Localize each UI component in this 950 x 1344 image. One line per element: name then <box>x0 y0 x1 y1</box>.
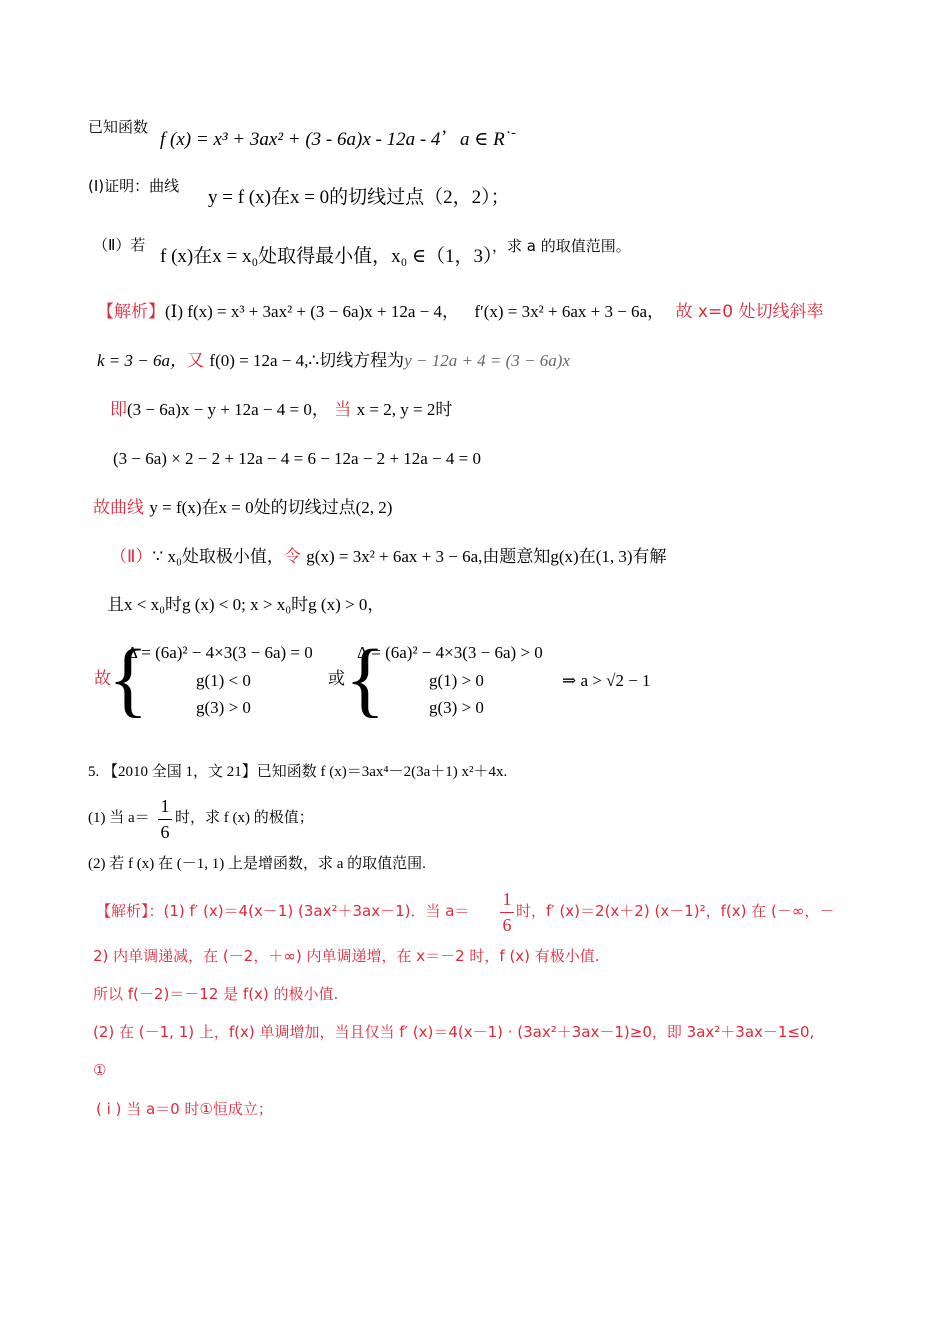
problem5-part1-a: (1) 当 a＝ <box>88 810 150 826</box>
system1-row2: g(1) < 0 <box>196 671 251 690</box>
problem4-part1-label: (Ⅰ)证明：曲线 <box>88 177 180 195</box>
solution5-line4: (2) 在 (－1, 1) 上，f(x) 单调增加，当且仅当 f′ (x)＝4(x－1) · (3ax²＋3ax－1)≥0，即 3ax²＋3ax－1≤0, <box>93 1023 815 1041</box>
problem5-part2: (2) 若 f (x) 在 (－1, 1) 上是增函数，求 a 的取值范围. <box>88 856 426 872</box>
solution4-line7: 且x < x₀时g (x) < 0; x > x₀时g (x) > 0， <box>107 595 385 614</box>
solution4-line5: 故曲线 y = f(x)在x = 0处的切线过点(2, 2) <box>93 498 393 518</box>
problem4-part2-label: （Ⅱ）若 <box>93 236 146 254</box>
problem4-intro-formula: f (x) = x³ + 3ax² + (3 - 6a)x - 12a - 4 <box>160 129 441 150</box>
problem5-fraction <box>158 796 172 843</box>
left-brace-2: { <box>345 633 386 726</box>
solution5-line6: ( i ) 当 a＝0 时①恒成立； <box>96 1100 273 1118</box>
problem5-title: 5. 【2010 全国 1，文 21】已知函数 f (x)＝3ax⁴－2(3a＋1) x²＋4x. <box>88 764 508 780</box>
problem4-intro-tail: ·- <box>506 125 516 141</box>
solution4-line2: k = 3 − 6a，又 f(0) = 12a − 4,∴切线方程为y − 12a + 4 = (3 − 6a)x <box>97 351 570 371</box>
solution5-line1-b: 时，f′ (x)＝2(x＋2) (x－1)²，f(x) 在 (－∞，－ <box>516 902 835 920</box>
solution4-or: 或 <box>328 669 345 689</box>
system2-row1: Δ = (6a)² − 4×3(3 − 6a) > 0 <box>357 643 543 662</box>
system1-row1: Δ = (6a)² − 4×3(3 − 6a) = 0 <box>127 643 313 662</box>
solution5-fraction <box>500 889 514 936</box>
solution5-line5: ① <box>93 1061 107 1079</box>
problem4-part2-formula: f (x)在x = x₀处取得最小值，x₀ ∈（1，3） <box>160 246 503 267</box>
solution5-line3: 所以 f(－2)＝－12 是 f(x) 的极小值. <box>93 985 339 1003</box>
fraction-denominator: 6 <box>502 915 512 935</box>
solution4-result: ⇒ a > √2 − 1 <box>562 671 651 690</box>
fraction-denominator: 6 <box>160 822 170 842</box>
solution4-line1: 【解析】(Ⅰ) f(x) = x³ + 3ax² + (3 − 6a)x + 12a − 4， f′(x) = 3x² + 6ax + 3 − 6a， 故 x=0 处切线斜率 <box>97 302 824 322</box>
left-brace-1: { <box>108 633 149 726</box>
system2-row3: g(3) > 0 <box>429 698 484 717</box>
problem4-part2-tail: ，求 a 的取值范围。 <box>492 237 631 255</box>
fraction-numerator: 1 <box>160 796 170 816</box>
problem4-part1-formula: y = f (x)在x = 0的切线过点（2，2）； <box>208 187 510 208</box>
solution4-line6: （Ⅱ）∵ x₀处取极小值，令 g(x) = 3x² + 6ax + 3 − 6a,由题意知g(x)在(1, 3)有解 <box>110 547 667 567</box>
problem4-intro-sep: ’ <box>441 127 448 148</box>
problem4-intro-domain: a ∈ R <box>460 129 505 150</box>
solution5-line1-a: 【解析】：(1) f′ (x)＝4(x－1) (3ax²＋3ax－1)．当 a＝ <box>96 902 470 920</box>
system1-row3: g(3) > 0 <box>196 698 251 717</box>
solution4-gu: 故 <box>94 669 111 689</box>
problem4-intro-label: 已知函数 <box>88 118 149 136</box>
fraction-numerator: 1 <box>502 889 512 909</box>
system2-row2: g(1) > 0 <box>429 671 484 690</box>
solution5-line2: 2) 内单调递减，在 (－2，＋∞) 内单调递增，在 x＝－2 时，f (x) 有极小值. <box>93 947 600 965</box>
problem5-part1-b: 时，求 f (x) 的极值； <box>175 810 314 826</box>
solution4-line3: 即(3 − 6a)x − y + 12a − 4 = 0， 当 x = 2, y = 2时 <box>110 400 453 420</box>
solution-tag: 【解析】 <box>97 302 165 322</box>
solution4-line4: (3 − 6a) × 2 − 2 + 12a − 4 = 6 − 12a − 2 + 12a − 4 = 0 <box>113 449 481 468</box>
